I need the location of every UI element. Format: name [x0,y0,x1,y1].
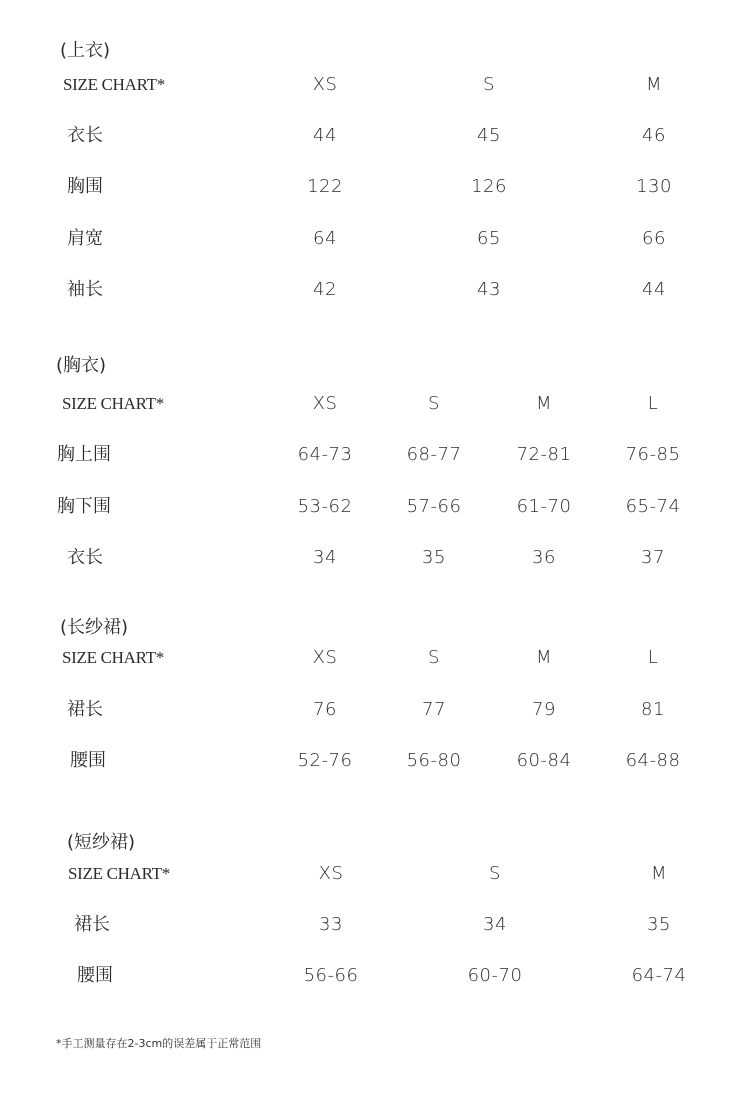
measurement-value-cell: 130 [636,176,672,197]
size-header-cell: S [489,863,501,884]
measurement-label: 裙长 [67,699,103,720]
measurement-value-cell: 65 [477,228,501,249]
measurement-label: 胸围 [67,176,103,197]
measurement-value-cell: 76-85 [625,444,681,465]
measurement-value-cell: 33 [319,914,343,935]
size-header-cell: S [483,74,495,95]
measurement-value-cell: 34 [313,547,337,568]
measurement-value-cell: 72-81 [516,444,572,465]
size-chart-heading: SIZE CHART* [62,648,164,667]
measurement-footnote: *手工测量存在2-3cm的误差属于正常范围 [56,1037,262,1050]
measurement-value-cell: 77 [422,699,446,720]
measurement-label: 胸上围 [57,444,111,465]
measurement-label: 衣长 [67,547,103,568]
measurement-value-cell: 64-88 [625,750,681,771]
measurement-value-cell: 64-73 [297,444,353,465]
measurement-label: 袖长 [67,279,103,300]
measurement-value-cell: 36 [532,547,556,568]
measurement-value-cell: 52-76 [297,750,353,771]
section-title: (上衣) [60,40,111,61]
size-header-cell: L [647,647,659,668]
measurement-label: 胸下围 [57,496,111,517]
measurement-value-cell: 35 [422,547,446,568]
measurement-label: 衣长 [67,125,103,146]
measurement-value-cell: 53-62 [297,496,353,517]
measurement-value-cell: 66 [642,228,666,249]
measurement-value-cell: 81 [641,699,665,720]
measurement-value-cell: 64 [313,228,337,249]
section-title: (胸衣) [56,355,107,376]
size-chart-heading: SIZE CHART* [63,75,165,94]
measurement-value-cell: 60-84 [516,750,572,771]
measurement-value-cell: 46 [642,125,666,146]
measurement-value-cell: 45 [477,125,501,146]
measurement-value-cell: 43 [477,279,501,300]
measurement-value-cell: 37 [641,547,665,568]
measurement-label: 腰围 [70,750,106,771]
measurement-value-cell: 126 [471,176,507,197]
section-title: (长纱裙) [60,617,129,638]
measurement-value-cell: 61-70 [516,496,572,517]
measurement-value-cell: 42 [313,279,337,300]
size-header-cell: M [535,647,553,668]
measurement-value-cell: 68-77 [406,444,462,465]
measurement-value-cell: 56-80 [406,750,462,771]
measurement-label: 肩宽 [67,228,103,249]
size-header-cell: L [647,393,659,414]
measurement-label: 裙长 [74,914,110,935]
size-header-cell: S [428,393,440,414]
size-header-cell: XS [312,74,338,95]
measurement-value-cell: 64-74 [631,965,687,986]
size-header-cell: XS [312,393,338,414]
section-title: (短纱裙) [67,832,136,853]
measurement-value-cell: 76 [313,699,337,720]
size-header-cell: S [428,647,440,668]
measurement-value-cell: 44 [642,279,666,300]
measurement-value-cell: 57-66 [406,496,462,517]
measurement-value-cell: 56-66 [303,965,359,986]
measurement-value-cell: 60-70 [467,965,523,986]
size-header-cell: M [650,863,668,884]
measurement-value-cell: 44 [313,125,337,146]
size-header-cell: M [535,393,553,414]
measurement-value-cell: 79 [532,699,556,720]
measurement-value-cell: 65-74 [625,496,681,517]
measurement-value-cell: 122 [307,176,343,197]
measurement-label: 腰围 [77,965,113,986]
size-header-cell: XS [318,863,344,884]
size-header-cell: XS [312,647,338,668]
measurement-value-cell: 35 [647,914,671,935]
measurement-value-cell: 34 [483,914,507,935]
size-header-cell: M [645,74,663,95]
size-chart-heading: SIZE CHART* [62,394,164,413]
size-chart-heading: SIZE CHART* [68,864,170,883]
